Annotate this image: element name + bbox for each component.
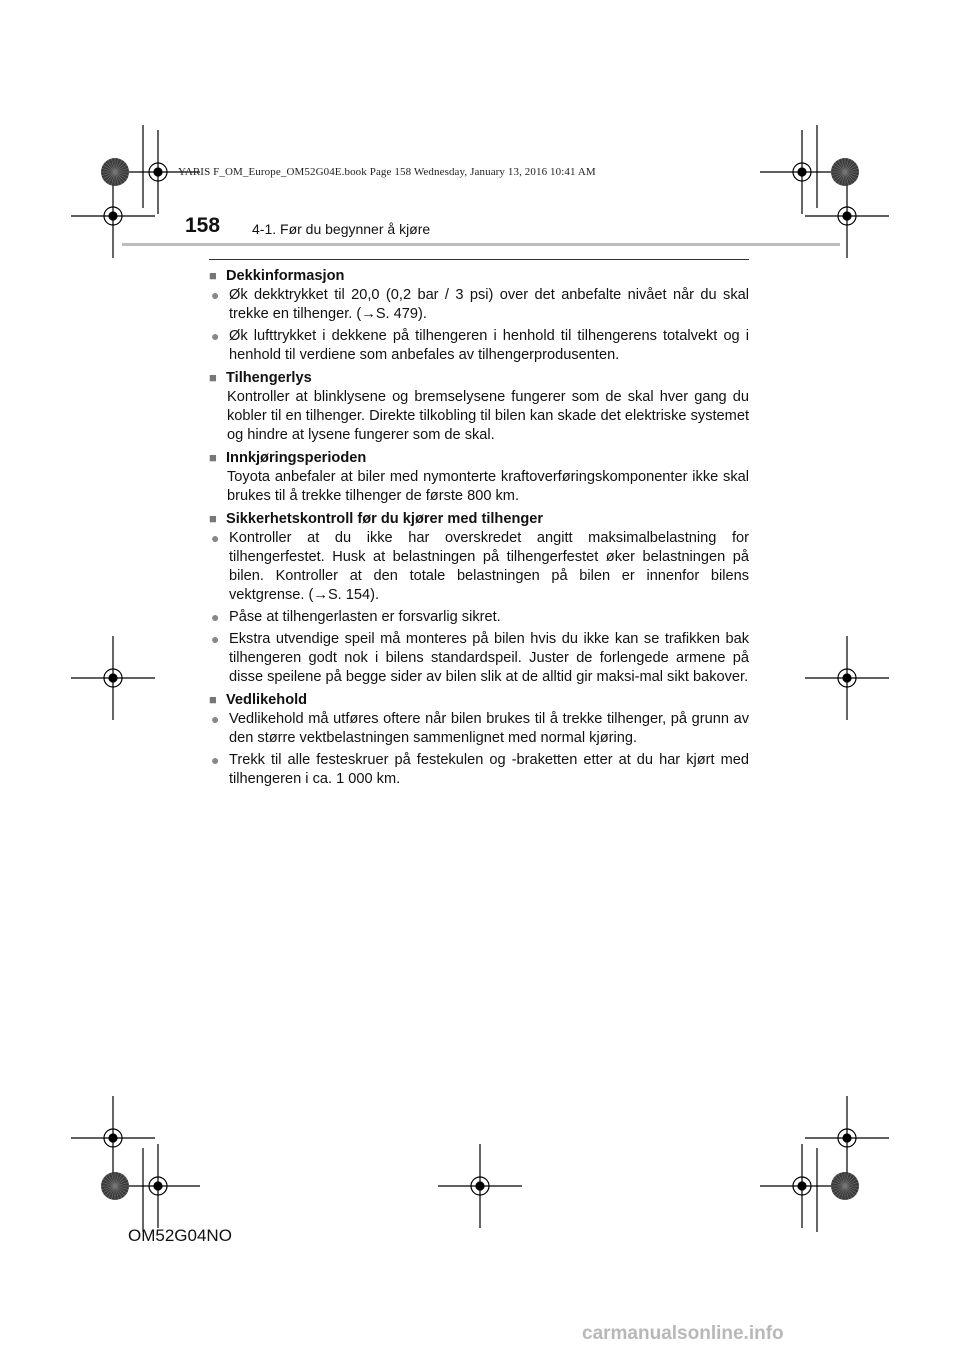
content-divider — [209, 259, 749, 260]
section-tilhengerlys — [209, 368, 749, 445]
sunburst-mark — [831, 1172, 859, 1200]
item-text: Ekstra utvendige speil må monteres på bilen hvis du ikke kan se trafikken bak tilhengeren godt nok i bilens standardspeil. Juster de forlengede armene på disse speilene på begge sider av bilen slik at de alltid gir maksi-mal sikt bakover. — [229, 631, 749, 685]
section-innkjoringsperioden — [209, 448, 749, 506]
item-text: Kontroller at du ikke har overskredet angitt maksimalbelastning for tilhengerfestet. Husk at belastningen på tilhengerfestet øker belastningen på bilen. Kontroller at den totale belastningen på bilen er innenfor bilens vektgrense. (→S. 154). — [229, 530, 749, 603]
circle-bullet-icon: ● — [211, 711, 220, 727]
list-item — [209, 751, 749, 789]
crosshair-mark — [805, 636, 889, 720]
header-rule — [122, 243, 840, 246]
section-heading — [209, 509, 749, 529]
section-heading — [209, 266, 749, 286]
section-title-text: Vedlikehold — [226, 692, 308, 708]
circle-bullet-icon: ● — [211, 609, 220, 625]
sunburst-mark — [101, 158, 129, 186]
section-sikkerhetskontroll — [209, 509, 749, 687]
document-code: OM52G04NO — [128, 1226, 232, 1245]
crosshair-mark — [438, 1144, 522, 1228]
section-heading — [209, 368, 749, 388]
section-title-text: Innkjøringsperioden — [226, 450, 367, 466]
sunburst-mark — [831, 158, 859, 186]
section-vedlikehold — [209, 690, 749, 789]
circle-bullet-icon: ● — [211, 530, 220, 546]
circle-bullet-icon: ● — [211, 752, 220, 768]
square-bullet-icon: ■ — [209, 370, 217, 385]
section-paragraph: Kontroller at blinklysene og bremselysene fungerer som de skal hver gang du kobler til en tilhenger. Direkte tilkobling til bilen kan skade det elektriske systemet og hindre at lysene fungerer som de skal. — [227, 389, 749, 443]
section-title-text: Dekkinformasjon — [226, 268, 345, 284]
square-bullet-icon: ■ — [209, 692, 217, 707]
watermark-text: carmanualsonline.info — [582, 1323, 784, 1344]
square-bullet-icon: ■ — [209, 268, 217, 283]
section-heading — [209, 690, 749, 710]
sunburst-mark — [101, 1172, 129, 1200]
list-item — [209, 710, 749, 748]
item-text: Vedlikehold må utføres oftere når bilen brukes til å trekke tilhenger, på grunn av den større vektbelastningen sammenlignet med normal kjøring. — [229, 711, 749, 746]
list-item — [209, 608, 749, 627]
page-number: 158 — [185, 214, 221, 237]
list-item — [209, 529, 749, 605]
content-body — [209, 266, 749, 792]
circle-bullet-icon: ● — [211, 328, 220, 344]
item-text: Øk lufttrykket i dekkene på tilhengeren i henhold til tilhengerens totalvekt og i henhold til verdiene som anbefales av tilhengerprodusenten. — [229, 328, 749, 363]
circle-bullet-icon: ● — [211, 287, 220, 303]
item-text: Øk dekktrykket til 20,0 (0,2 bar / 3 psi) over det anbefalte nivået når du skal trekke en tilhenger. (→S. 479). — [229, 287, 749, 322]
crosshair-mark — [71, 636, 155, 720]
list-item — [209, 327, 749, 365]
circle-bullet-icon: ● — [211, 631, 220, 647]
section-title: 4-1. Før du begynner å kjøre — [252, 221, 431, 237]
list-item — [209, 630, 749, 687]
book-meta: YARIS F_OM_Europe_OM52G04E.book Page 158 Wednesday, January 13, 2016 10:41 AM — [178, 166, 596, 178]
square-bullet-icon: ■ — [209, 511, 217, 526]
section-title-text: Sikkerhetskontroll før du kjører med tilhenger — [226, 511, 544, 527]
section-paragraph: Toyota anbefaler at biler med nymonterte kraftoverføringskomponenter ikke skal brukes til å trekke tilhenger de første 800 km. — [227, 469, 749, 504]
section-dekkinformasjon — [209, 266, 749, 365]
section-heading — [209, 448, 749, 468]
item-text: Trekk til alle festeskruer på festekulen og -braketten etter at du har kjørt med tilhengeren i ca. 1 000 km. — [229, 752, 749, 787]
item-text: Påse at tilhengerlasten er forsvarlig sikret. — [229, 609, 501, 625]
list-item — [209, 286, 749, 324]
section-title-text: Tilhengerlys — [226, 370, 312, 386]
square-bullet-icon: ■ — [209, 450, 217, 465]
